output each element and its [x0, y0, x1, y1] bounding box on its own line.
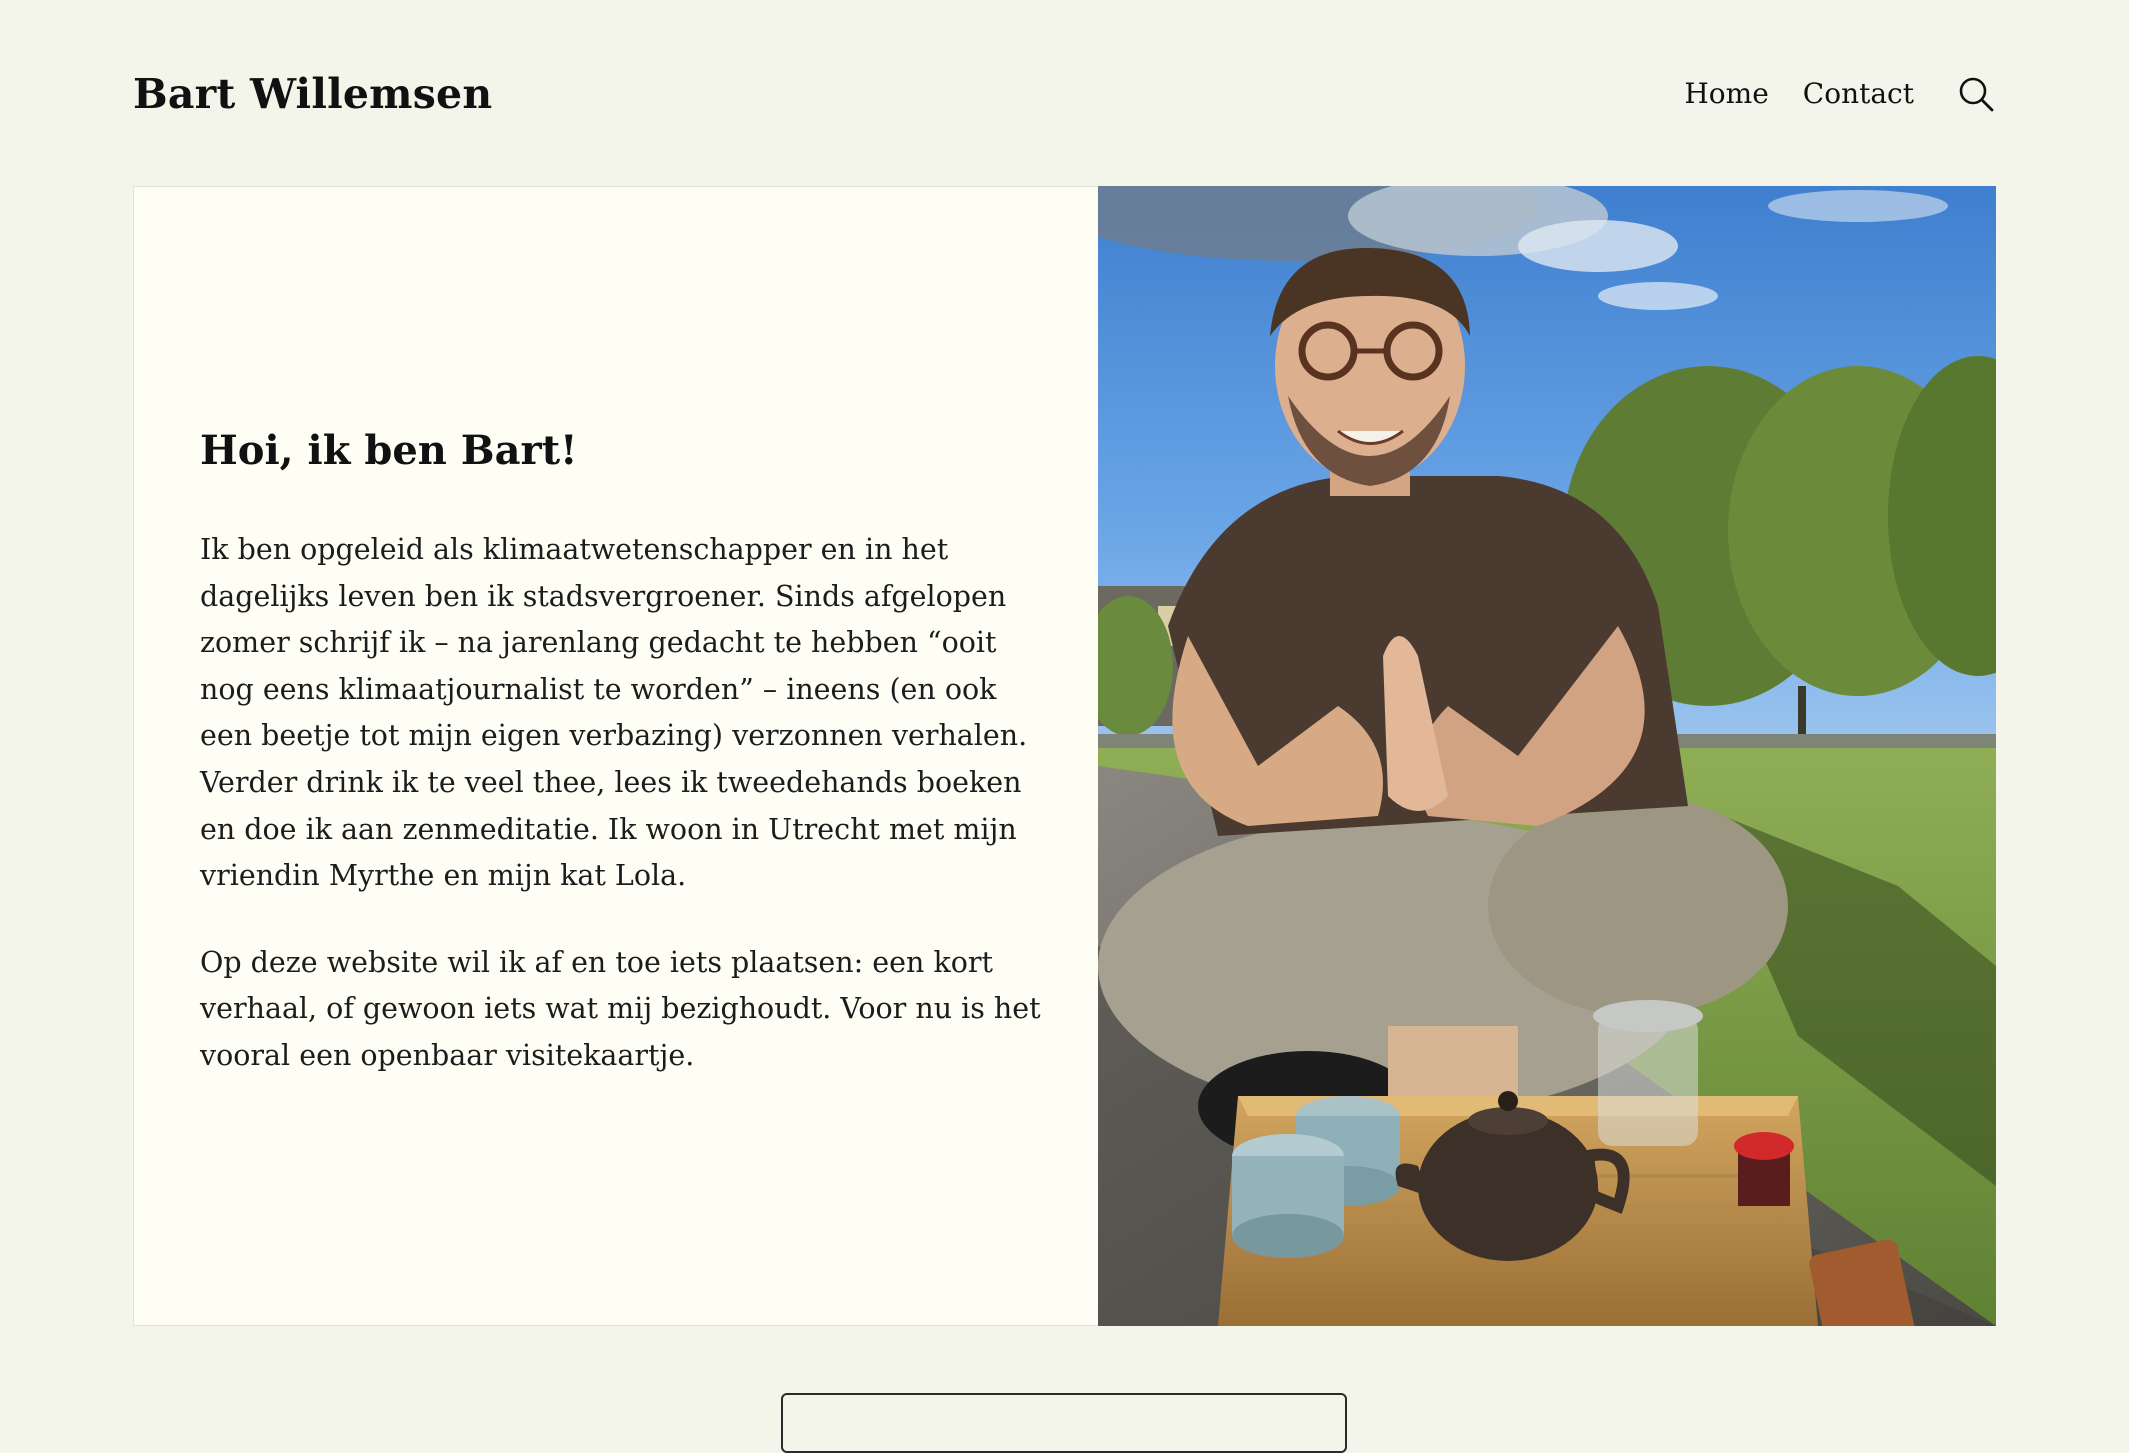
intro-card — [133, 186, 1996, 1326]
intro-paragraph: Ik ben opgeleid als klimaatwetenschapper en in het dagelijks leven ben ik stadsvergroener. Sinds afgelopen zomer schrijf ik – na jarenlang gedacht te hebben “ooit nog eens klimaatjournalist te worden” – ineens (en ook een beetje tot mijn eigen verbazing) verzonnen verhalen. Verder drink ik te veel thee, lees ik tweedehands boeken en doe ik aan zenmeditatie. Ik woon in Utrecht met mijn vriendin Myrthe en mijn kat Lola. — [200, 533, 1028, 893]
intro-body — [200, 527, 1045, 1120]
site-title[interactable]: Bart Willemsen — [133, 70, 493, 118]
nav-item-home[interactable]: Home — [1684, 77, 1769, 110]
portrait-photo — [1098, 186, 1996, 1326]
intro-heading: Hoi, ik ben Bart! — [200, 427, 578, 474]
bottom-button[interactable] — [781, 1393, 1347, 1453]
search-icon — [1958, 76, 1994, 112]
intro-text-panel — [134, 187, 1098, 1325]
site-header — [133, 62, 1996, 126]
intro-paragraph: Op deze website wil ik af en toe iets plaatsen: een kort verhaal, of gewoon iets wat mij bezighoudt. Voor nu is het vooral een openbaar visitekaartje. — [200, 945, 1041, 1072]
main-nav — [1684, 62, 1996, 126]
search-button[interactable] — [1956, 74, 1996, 114]
nav-item-contact[interactable]: Contact — [1802, 77, 1914, 110]
